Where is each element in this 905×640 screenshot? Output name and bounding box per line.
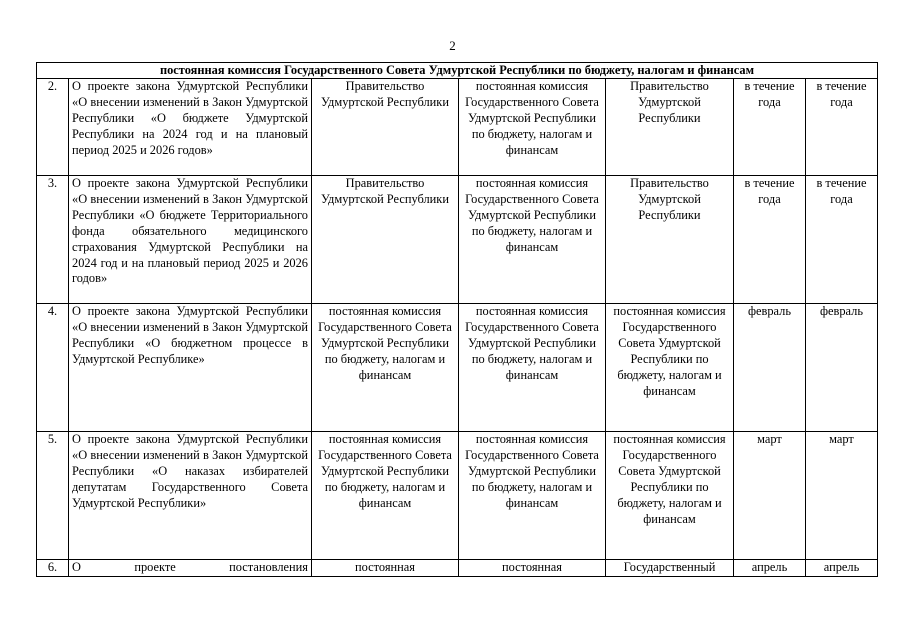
plan-table [36,62,878,577]
term-cell: в течение года [806,176,878,304]
responsible-cell: постоянная комиссия Государственного Совета Удмуртской Республики по бюджету, налогам и финансам [459,79,606,176]
term-cell: в течение года [806,79,878,176]
initiator-cell: постоянная [312,560,459,577]
table-row [37,304,878,432]
term-cell: февраль [734,304,806,432]
initiator-cell: Правительство Удмуртской Республики [312,79,459,176]
executor-cell: Правительство Удмуртской Республики [606,176,734,304]
item-title: О проекте закона Удмуртской Республики «О внесении изменений в Закон Удмуртской Республики «О бюджете Территориального фонда обязательного медицинского страхования Удмуртской Республики на 2024 год и на плановый период 2025 и 2026 годов» [69,176,312,304]
table-row [37,560,878,577]
initiator-cell: постоянная комиссия Государственного Совета Удмуртской Республики по бюджету, налогам и финансам [312,304,459,432]
section-header-row [37,63,878,79]
row-number: 6. [37,560,69,577]
executor-cell: постоянная комиссия Государственного Совета Удмуртской Республики по бюджету, налогам и финансам [606,432,734,560]
table-row [37,176,878,304]
section-header: постоянная комиссия Государственного Совета Удмуртской Республики по бюджету, налогам и финансам [37,63,878,79]
term-cell: апрель [806,560,878,577]
initiator-cell: Правительство Удмуртской Республики [312,176,459,304]
table-row [37,79,878,176]
initiator-cell: постоянная комиссия Государственного Совета Удмуртской Республики по бюджету, налогам и финансам [312,432,459,560]
executor-cell: Государственный [606,560,734,577]
executor-cell: постоянная комиссия Государственного Совета Удмуртской Республики по бюджету, налогам и финансам [606,304,734,432]
responsible-cell: постоянная [459,560,606,577]
item-title: О проекте закона Удмуртской Республики «О внесении изменений в Закон Удмуртской Республики «О наказах избирателей депутатам Государственного Совета Удмуртской Республики» [69,432,312,560]
term-cell: февраль [806,304,878,432]
row-number: 3. [37,176,69,304]
item-title: О проекте закона Удмуртской Республики «О внесении изменений в Закон Удмуртской Республики «О бюджете Удмуртской Республики на 2024 год и на плановый период 2025 и 2026 годов» [69,79,312,176]
term-cell: март [806,432,878,560]
term-cell: апрель [734,560,806,577]
table-row [37,432,878,560]
responsible-cell: постоянная комиссия Государственного Совета Удмуртской Республики по бюджету, налогам и финансам [459,176,606,304]
row-number: 4. [37,304,69,432]
row-number: 2. [37,79,69,176]
item-title: О проекте закона Удмуртской Республики «О внесении изменений в Закон Удмуртской Республики «О бюджетном процессе в Удмуртской Республике» [69,304,312,432]
responsible-cell: постоянная комиссия Государственного Совета Удмуртской Республики по бюджету, налогам и финансам [459,304,606,432]
item-title: О проекте постановления [69,560,312,577]
responsible-cell: постоянная комиссия Государственного Совета Удмуртской Республики по бюджету, налогам и финансам [459,432,606,560]
page-number: 2 [449,38,456,53]
executor-cell: Правительство Удмуртской Республики [606,79,734,176]
term-cell: март [734,432,806,560]
row-number: 5. [37,432,69,560]
term-cell: в течение года [734,176,806,304]
term-cell: в течение года [734,79,806,176]
